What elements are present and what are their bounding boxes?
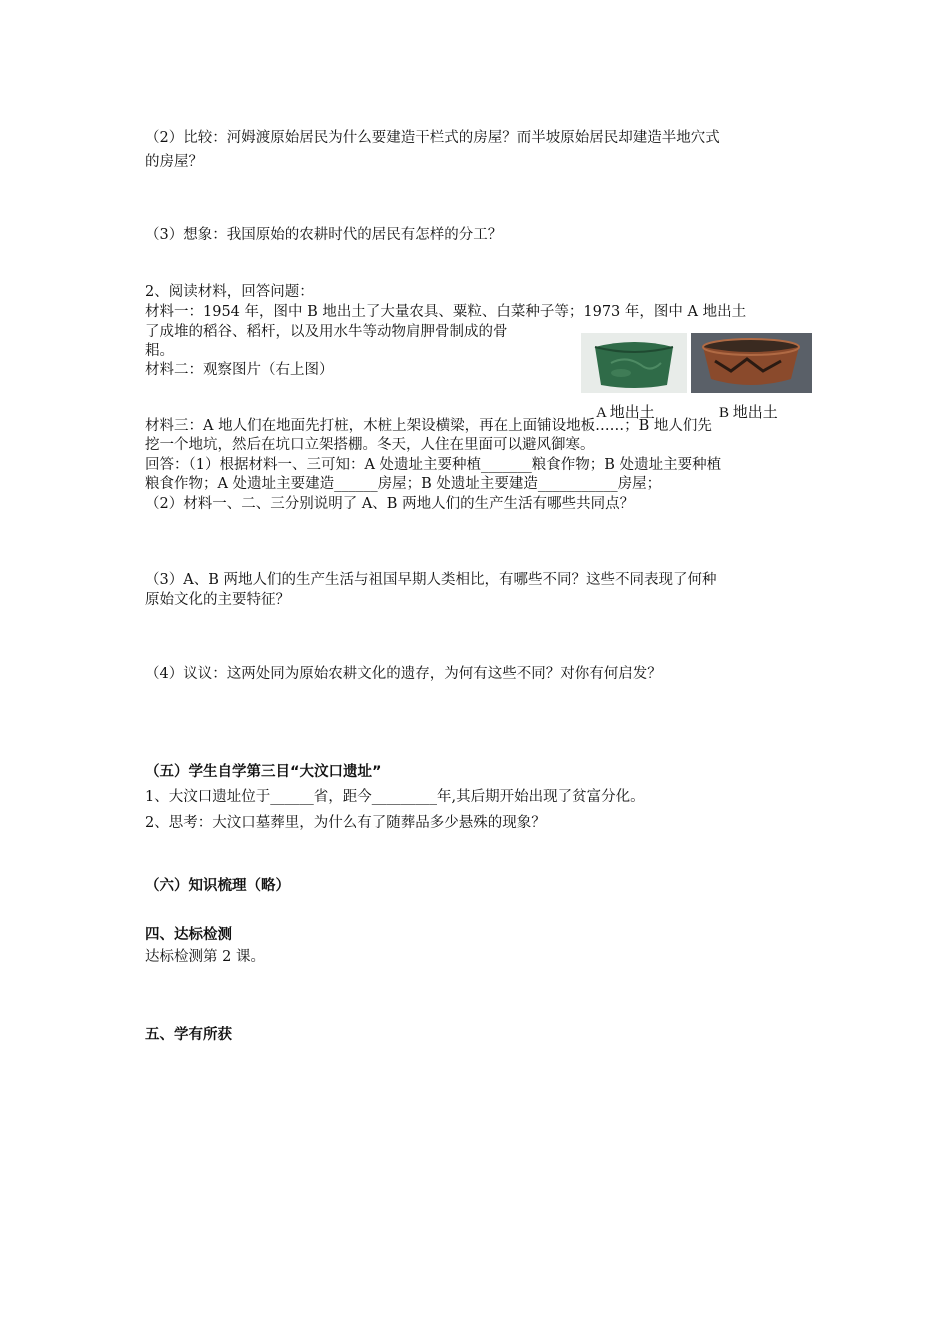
section5-item2: 2、思考：大汶口墓葬里，为什么有了随葬品多少悬殊的现象？	[145, 815, 546, 831]
q2-compare-line2: 的房屋？	[145, 154, 203, 170]
section2-q3-line2: 原始文化的主要特征？	[145, 592, 290, 608]
part5-heading: 五、学有所获	[145, 1027, 232, 1043]
section5-heading: （五）学生自学第三目“大汶口遗址”	[145, 764, 382, 780]
artifact-a-photo	[581, 333, 687, 393]
section2-q3-line1: （3）A、B 两地人们的生产生活与祖国早期人类相比，有哪些不同？这些不同表现了何种	[145, 572, 717, 588]
q3-imagine: （3）想象：我国原始的农耕时代的居民有怎样的分工？	[145, 227, 503, 243]
section2-heading: 2、阅读材料，回答问题：	[145, 284, 314, 300]
section6-heading: （六）知识梳理（略）	[145, 878, 290, 894]
artifact-a-caption: A 地出土	[596, 405, 655, 421]
section2-q2: （2）材料一、二、三分别说明了 A、B 两地人们的生产生活有哪些共同点？	[145, 496, 635, 512]
material3-line2: 挖一个地坑，然后在坑口立架搭棚。冬天，人住在里面可以避风御寒。	[145, 437, 595, 453]
artifact-b-photo	[691, 333, 812, 393]
material1-line3: 耜。	[145, 343, 174, 359]
material1-line2: 了成堆的稻谷、稻杆，以及用水牛等动物肩胛骨制成的骨	[145, 324, 508, 340]
part4-text: 达标检测第 2 课。	[145, 949, 265, 965]
answer-line2: 粮食作物；A 处遗址主要建造______房屋；B 处遗址主要建造___________房屋；	[145, 476, 662, 492]
q2-compare-line1: （2）比较：河姆渡原始居民为什么要建造干栏式的房屋？而半坡原始居民却建造半地穴式	[145, 130, 720, 146]
part4-heading: 四、达标检测	[145, 927, 232, 943]
artifact-b-caption: B 地出土	[719, 405, 778, 421]
material3-line1: 材料三：A 地人们在地面先打桩，木桩上架设横梁，再在上面铺设地板……；B 地人们先	[145, 418, 712, 434]
material2: 材料二：观察图片（右上图）	[145, 362, 334, 378]
section5-item1: 1、大汶口遗址位于______省，距今_________年,其后期开始出现了贫富分化。	[145, 789, 645, 805]
answer-line1: 回答：（1）根据材料一、三可知：A 处遗址主要种植_______粮食作物；B 处遗址主要种植	[145, 457, 722, 473]
section2-q4: （4）议议：这两处同为原始农耕文化的遗存，为何有这些不同？对你有何启发？	[145, 666, 662, 682]
material1-line1: 材料一：1954 年，图中 B 地出土了大量农具、粟粒、白菜种子等；1973 年，图中 A 地出土	[145, 304, 747, 320]
